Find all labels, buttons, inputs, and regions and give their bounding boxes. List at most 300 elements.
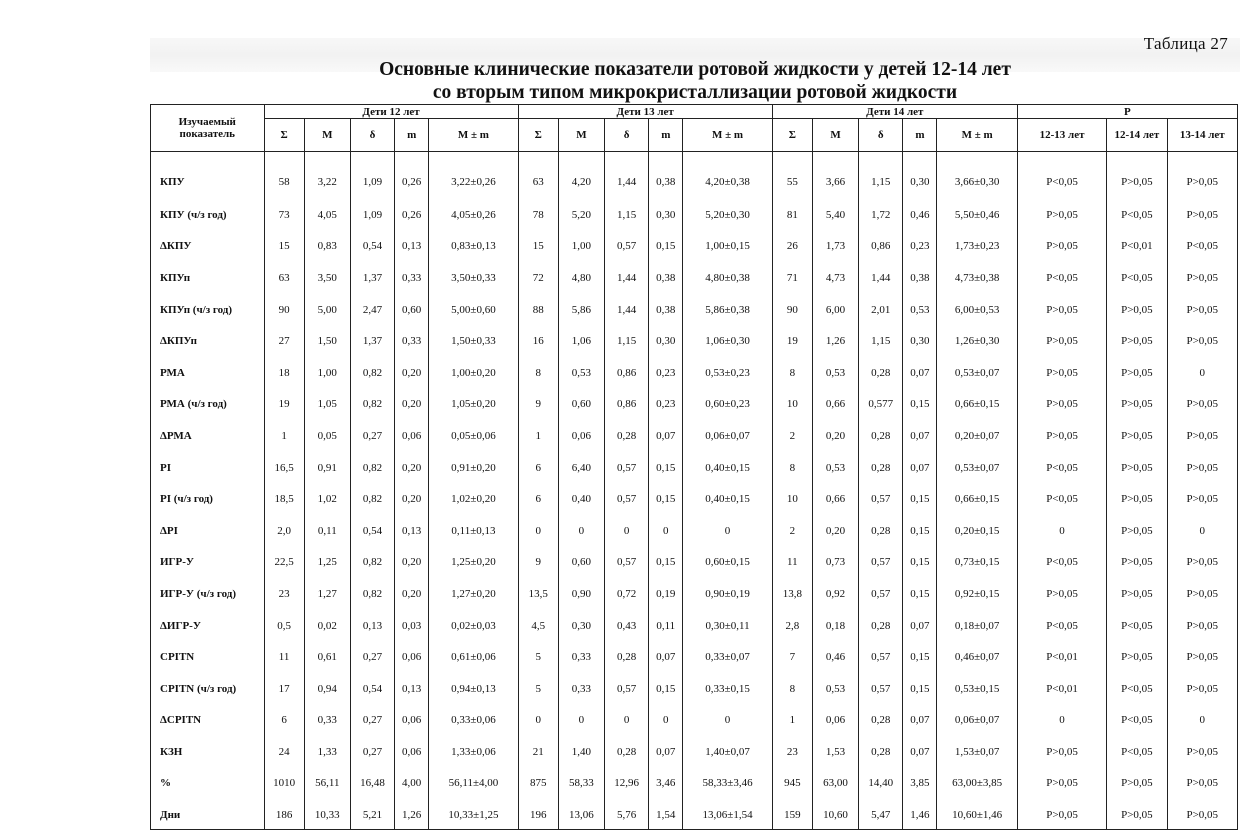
cell-12-mean-se: 0,11±0,13 (429, 513, 518, 545)
cell-13-mean-se: 0 (683, 513, 772, 545)
cell-p-12-13: P>0,05 (1017, 766, 1106, 798)
cell-13-mean: 0,60 (558, 545, 604, 577)
cell-14-sum: 10 (772, 387, 812, 419)
cell-12-sum: 6 (264, 703, 304, 735)
cell-12-sd: 1,37 (350, 323, 394, 355)
cell-p-12-14: P>0,05 (1107, 766, 1167, 798)
cell-14-sd: 0,57 (859, 671, 903, 703)
cell-13-sd: 0,72 (605, 576, 649, 608)
cell-12-mean: 1,27 (304, 576, 350, 608)
cell-12-sum: 11 (264, 639, 304, 671)
cell-12-mean: 0,05 (304, 418, 350, 450)
cell-14-se: 0,15 (903, 545, 937, 577)
cell-12-sd: 16,48 (350, 766, 394, 798)
cell-12-mean: 0,61 (304, 639, 350, 671)
table-row (151, 292, 1238, 324)
cell-14-sd: 0,57 (859, 576, 903, 608)
indicator-name: CPITN (151, 639, 265, 671)
cell-14-mean: 0,73 (812, 545, 858, 577)
cell-p-12-14: P<0,05 (1107, 197, 1167, 229)
cell-14-mean: 10,60 (812, 797, 858, 829)
cell-12-mean-se: 0,05±0,06 (429, 418, 518, 450)
cell-14-mean: 0,66 (812, 387, 858, 419)
table-row (151, 450, 1238, 482)
table-row (151, 608, 1238, 640)
cell-13-mean: 1,06 (558, 323, 604, 355)
cell-14-sum: 8 (772, 450, 812, 482)
cell-12-se: 0,13 (395, 229, 429, 261)
table-row (151, 513, 1238, 545)
col-header-mean: M (304, 119, 350, 152)
cell-13-se: 0,38 (649, 152, 683, 198)
cell-12-mean: 1,33 (304, 734, 350, 766)
cell-p-12-14: P>0,05 (1107, 323, 1167, 355)
cell-p-12-13: P<0,05 (1017, 450, 1106, 482)
table-row (151, 671, 1238, 703)
col-header-se: m (903, 119, 937, 152)
cell-12-mean-se: 10,33±1,25 (429, 797, 518, 829)
table-row (151, 260, 1238, 292)
cell-13-se: 1,54 (649, 797, 683, 829)
cell-p-12-14: P>0,05 (1107, 545, 1167, 577)
cell-13-sum: 4,5 (518, 608, 558, 640)
col-header-p-13-14: 13-14 лет (1167, 119, 1237, 152)
cell-12-mean: 1,05 (304, 387, 350, 419)
cell-p-12-13: P<0,05 (1017, 545, 1106, 577)
cell-14-se: 0,07 (903, 450, 937, 482)
cell-12-mean: 1,02 (304, 481, 350, 513)
indicator-name: КПУп (ч/з год) (151, 292, 265, 324)
cell-p-12-13: P>0,05 (1017, 797, 1106, 829)
cell-13-se: 0,23 (649, 355, 683, 387)
cell-12-sd: 0,82 (350, 576, 394, 608)
cell-13-mean: 0 (558, 513, 604, 545)
cell-13-se: 0,15 (649, 229, 683, 261)
cell-p-12-13: P<0,01 (1017, 671, 1106, 703)
cell-12-mean-se: 1,27±0,20 (429, 576, 518, 608)
indicator-name: ΔИГР-У (151, 608, 265, 640)
cell-p-13-14: P>0,05 (1167, 197, 1237, 229)
indicator-name: РМА (151, 355, 265, 387)
cell-14-mean: 0,06 (812, 703, 858, 735)
cell-12-mean: 56,11 (304, 766, 350, 798)
cell-12-mean-se: 0,61±0,06 (429, 639, 518, 671)
indicator-name: КПУп (151, 260, 265, 292)
col-header-mean-se: M ± m (429, 119, 518, 152)
cell-12-mean: 10,33 (304, 797, 350, 829)
cell-14-mean: 5,40 (812, 197, 858, 229)
cell-12-se: 0,60 (395, 292, 429, 324)
cell-12-sum: 24 (264, 734, 304, 766)
cell-p-13-14: P>0,05 (1167, 481, 1237, 513)
cell-p-12-13: P<0,05 (1017, 260, 1106, 292)
cell-p-12-13: P>0,05 (1017, 418, 1106, 450)
cell-14-sd: 1,72 (859, 197, 903, 229)
cell-13-se: 0,07 (649, 639, 683, 671)
cell-13-sd: 0,43 (605, 608, 649, 640)
cell-p-12-14: P<0,01 (1107, 229, 1167, 261)
table-row (151, 355, 1238, 387)
cell-12-mean-se: 3,22±0,26 (429, 152, 518, 198)
indicator-name: CPITN (ч/з год) (151, 671, 265, 703)
table-row (151, 545, 1238, 577)
cell-14-se: 0,07 (903, 355, 937, 387)
indicator-name: ΔCPITN (151, 703, 265, 735)
cell-13-sd: 0,28 (605, 639, 649, 671)
cell-13-sd: 0,57 (605, 450, 649, 482)
cell-14-mean-se: 4,73±0,38 (937, 260, 1017, 292)
cell-12-mean: 1,50 (304, 323, 350, 355)
table-title-line-1: Основные клинические показатели ротовой жидкости у детей 12-14 лет (379, 59, 1011, 80)
cell-13-sum: 6 (518, 481, 558, 513)
cell-14-mean-se: 0,92±0,15 (937, 576, 1017, 608)
cell-12-mean: 3,22 (304, 152, 350, 198)
indicator-name: ΔPI (151, 513, 265, 545)
cell-p-12-13: 0 (1017, 703, 1106, 735)
indicator-name: PI (ч/з год) (151, 481, 265, 513)
cell-12-sd: 1,09 (350, 152, 394, 198)
cell-14-mean: 0,46 (812, 639, 858, 671)
cell-13-mean: 13,06 (558, 797, 604, 829)
cell-13-mean-se: 1,00±0,15 (683, 229, 772, 261)
col-header-mean-se: M ± m (937, 119, 1017, 152)
cell-13-se: 0,15 (649, 481, 683, 513)
cell-p-13-14: P>0,05 (1167, 260, 1237, 292)
cell-p-12-14: P>0,05 (1107, 481, 1167, 513)
cell-p-12-13: P<0,05 (1017, 152, 1106, 198)
cell-13-mean: 0,33 (558, 671, 604, 703)
table-row (151, 418, 1238, 450)
cell-12-mean: 0,02 (304, 608, 350, 640)
cell-14-sd: 1,44 (859, 260, 903, 292)
cell-p-12-14: P<0,05 (1107, 734, 1167, 766)
cell-13-se: 0 (649, 513, 683, 545)
cell-12-sum: 27 (264, 323, 304, 355)
cell-13-sum: 196 (518, 797, 558, 829)
cell-14-mean-se: 10,60±1,46 (937, 797, 1017, 829)
cell-12-sd: 0,27 (350, 639, 394, 671)
cell-13-mean-se: 0,40±0,15 (683, 481, 772, 513)
cell-p-13-14: P>0,05 (1167, 797, 1237, 829)
table-row (151, 152, 1238, 198)
cell-14-mean-se: 0,20±0,15 (937, 513, 1017, 545)
cell-12-se: 0,03 (395, 608, 429, 640)
cell-14-se: 0,23 (903, 229, 937, 261)
cell-14-se: 0,07 (903, 734, 937, 766)
cell-p-13-14: P>0,05 (1167, 152, 1237, 198)
col-header-p-12-14: 12-14 лет (1107, 119, 1167, 152)
cell-12-se: 0,06 (395, 703, 429, 735)
cell-p-12-13: P>0,05 (1017, 229, 1106, 261)
col-header-se: m (395, 119, 429, 152)
cell-p-12-13: P>0,05 (1017, 355, 1106, 387)
cell-14-sum: 10 (772, 481, 812, 513)
cell-14-sum: 90 (772, 292, 812, 324)
cell-12-sum: 19 (264, 387, 304, 419)
cell-12-se: 0,20 (395, 576, 429, 608)
cell-12-mean-se: 1,00±0,20 (429, 355, 518, 387)
cell-12-se: 0,20 (395, 387, 429, 419)
cell-14-se: 0,38 (903, 260, 937, 292)
cell-13-sum: 6 (518, 450, 558, 482)
cell-13-mean: 5,86 (558, 292, 604, 324)
cell-14-sum: 7 (772, 639, 812, 671)
cell-12-mean: 0,33 (304, 703, 350, 735)
cell-12-se: 0,20 (395, 355, 429, 387)
cell-14-sd: 0,28 (859, 513, 903, 545)
cell-13-sd: 0,86 (605, 387, 649, 419)
cell-14-se: 0,07 (903, 608, 937, 640)
cell-p-13-14: P>0,05 (1167, 766, 1237, 798)
cell-14-sum: 2 (772, 418, 812, 450)
cell-14-sd: 0,28 (859, 608, 903, 640)
cell-13-mean: 1,40 (558, 734, 604, 766)
cell-12-sd: 0,13 (350, 608, 394, 640)
cell-p-12-13: P<0,01 (1017, 639, 1106, 671)
cell-12-se: 4,00 (395, 766, 429, 798)
cell-12-mean-se: 0,02±0,03 (429, 608, 518, 640)
cell-p-12-13: P<0,05 (1017, 608, 1106, 640)
cell-p-13-14: P>0,05 (1167, 671, 1237, 703)
cell-13-se: 0,15 (649, 671, 683, 703)
cell-14-mean: 1,53 (812, 734, 858, 766)
cell-14-se: 0,53 (903, 292, 937, 324)
table-row (151, 703, 1238, 735)
cell-12-se: 0,13 (395, 513, 429, 545)
cell-14-mean-se: 5,50±0,46 (937, 197, 1017, 229)
cell-14-mean-se: 0,06±0,07 (937, 703, 1017, 735)
cell-13-mean: 1,00 (558, 229, 604, 261)
cell-p-13-14: 0 (1167, 513, 1237, 545)
cell-p-12-14: P>0,05 (1107, 450, 1167, 482)
cell-12-mean: 5,00 (304, 292, 350, 324)
indicator-name: ΔРМА (151, 418, 265, 450)
cell-12-mean: 3,50 (304, 260, 350, 292)
cell-13-sum: 15 (518, 229, 558, 261)
cell-p-12-14: P>0,05 (1107, 387, 1167, 419)
cell-13-sum: 1 (518, 418, 558, 450)
cell-p-12-14: P<0,05 (1107, 703, 1167, 735)
cell-12-mean-se: 4,05±0,26 (429, 197, 518, 229)
cell-14-sum: 8 (772, 355, 812, 387)
cell-14-sum: 159 (772, 797, 812, 829)
cell-14-se: 0,15 (903, 481, 937, 513)
cell-13-mean: 0,40 (558, 481, 604, 513)
cell-13-mean-se: 0,33±0,07 (683, 639, 772, 671)
cell-13-mean-se: 4,20±0,38 (683, 152, 772, 198)
cell-12-mean-se: 1,33±0,06 (429, 734, 518, 766)
row-header-cell: Изучаемый показатель (151, 105, 265, 152)
cell-12-sum: 0,5 (264, 608, 304, 640)
cell-13-se: 0,23 (649, 387, 683, 419)
cell-14-sum: 8 (772, 671, 812, 703)
cell-12-mean: 0,91 (304, 450, 350, 482)
cell-13-mean-se: 0,40±0,15 (683, 450, 772, 482)
cell-12-mean-se: 0,83±0,13 (429, 229, 518, 261)
cell-13-mean: 0,33 (558, 639, 604, 671)
cell-13-sum: 88 (518, 292, 558, 324)
indicator-name: % (151, 766, 265, 798)
col-header-mean-se: M ± m (683, 119, 772, 152)
cell-p-12-14: P>0,05 (1107, 576, 1167, 608)
cell-13-mean-se: 1,06±0,30 (683, 323, 772, 355)
indicator-name: РМА (ч/з год) (151, 387, 265, 419)
cell-p-13-14: 0 (1167, 355, 1237, 387)
cell-13-sd: 12,96 (605, 766, 649, 798)
cell-12-sum: 18,5 (264, 481, 304, 513)
cell-12-se: 0,26 (395, 152, 429, 198)
indicator-name: PI (151, 450, 265, 482)
cell-12-sd: 0,54 (350, 513, 394, 545)
cell-13-sum: 16 (518, 323, 558, 355)
cell-14-mean-se: 0,53±0,07 (937, 355, 1017, 387)
cell-12-sum: 73 (264, 197, 304, 229)
cell-13-sd: 0,57 (605, 229, 649, 261)
table-row (151, 323, 1238, 355)
cell-14-mean-se: 6,00±0,53 (937, 292, 1017, 324)
cell-12-se: 0,06 (395, 734, 429, 766)
cell-14-mean-se: 0,66±0,15 (937, 481, 1017, 513)
cell-13-mean-se: 5,86±0,38 (683, 292, 772, 324)
cell-p-12-13: P>0,05 (1017, 576, 1106, 608)
indicator-name: ΔКПУп (151, 323, 265, 355)
indicator-name: ΔКПУ (151, 229, 265, 261)
table-row (151, 797, 1238, 829)
cell-12-se: 0,20 (395, 545, 429, 577)
cell-13-mean-se: 0,60±0,23 (683, 387, 772, 419)
cell-14-se: 0,46 (903, 197, 937, 229)
cell-14-mean: 0,18 (812, 608, 858, 640)
cell-12-sum: 1 (264, 418, 304, 450)
cell-13-sum: 72 (518, 260, 558, 292)
cell-13-sum: 0 (518, 703, 558, 735)
cell-12-mean: 4,05 (304, 197, 350, 229)
cell-p-13-14: P>0,05 (1167, 450, 1237, 482)
cell-12-sd: 2,47 (350, 292, 394, 324)
cell-14-mean-se: 3,66±0,30 (937, 152, 1017, 198)
cell-14-sum: 945 (772, 766, 812, 798)
table-row (151, 734, 1238, 766)
cell-14-sd: 0,28 (859, 418, 903, 450)
cell-p-12-13: P>0,05 (1017, 734, 1106, 766)
cell-12-sd: 1,09 (350, 197, 394, 229)
table-body (151, 152, 1238, 830)
cell-12-sd: 0,27 (350, 418, 394, 450)
cell-14-sum: 23 (772, 734, 812, 766)
cell-13-mean: 0,90 (558, 576, 604, 608)
cell-13-sum: 13,5 (518, 576, 558, 608)
cell-13-mean: 4,20 (558, 152, 604, 198)
cell-13-sd: 0,86 (605, 355, 649, 387)
cell-13-se: 0,30 (649, 323, 683, 355)
cell-14-sd: 0,57 (859, 545, 903, 577)
cell-14-sd: 0,28 (859, 734, 903, 766)
cell-13-mean-se: 1,40±0,07 (683, 734, 772, 766)
cell-13-sd: 0,28 (605, 734, 649, 766)
cell-12-mean-se: 1,50±0,33 (429, 323, 518, 355)
cell-14-mean: 4,73 (812, 260, 858, 292)
table-row (151, 387, 1238, 419)
table-row (151, 639, 1238, 671)
cell-12-sd: 0,54 (350, 229, 394, 261)
cell-p-12-14: P>0,05 (1107, 513, 1167, 545)
group-header-12: Дети 12 лет (264, 105, 518, 119)
col-header-se: m (649, 119, 683, 152)
cell-14-se: 0,15 (903, 671, 937, 703)
cell-13-se: 0,38 (649, 292, 683, 324)
cell-14-sum: 71 (772, 260, 812, 292)
cell-14-sum: 1 (772, 703, 812, 735)
group-header-p: P (1017, 105, 1237, 119)
cell-14-sd: 0,86 (859, 229, 903, 261)
cell-13-se: 0,15 (649, 545, 683, 577)
cell-13-mean: 58,33 (558, 766, 604, 798)
cell-13-se: 0,30 (649, 197, 683, 229)
cell-14-mean: 6,00 (812, 292, 858, 324)
cell-14-mean-se: 0,20±0,07 (937, 418, 1017, 450)
cell-14-mean-se: 0,73±0,15 (937, 545, 1017, 577)
cell-12-se: 0,13 (395, 671, 429, 703)
cell-14-se: 0,07 (903, 418, 937, 450)
cell-13-mean: 0 (558, 703, 604, 735)
cell-p-13-14: P>0,05 (1167, 734, 1237, 766)
cell-13-mean: 0,06 (558, 418, 604, 450)
cell-13-sum: 78 (518, 197, 558, 229)
cell-12-sum: 17 (264, 671, 304, 703)
cell-12-se: 0,33 (395, 323, 429, 355)
cell-12-mean-se: 3,50±0,33 (429, 260, 518, 292)
cell-13-se: 0,15 (649, 450, 683, 482)
cell-p-13-14: P>0,05 (1167, 639, 1237, 671)
cell-14-se: 3,85 (903, 766, 937, 798)
cell-12-sum: 2,0 (264, 513, 304, 545)
cell-13-mean-se: 0,33±0,15 (683, 671, 772, 703)
cell-p-12-14: P>0,05 (1107, 418, 1167, 450)
col-header-sum: Σ (772, 119, 812, 152)
cell-14-sum: 2 (772, 513, 812, 545)
cell-12-sd: 1,37 (350, 260, 394, 292)
cell-13-sum: 8 (518, 355, 558, 387)
cell-13-sum: 9 (518, 545, 558, 577)
cell-14-sum: 2,8 (772, 608, 812, 640)
cell-14-sd: 0,28 (859, 450, 903, 482)
table-row (151, 197, 1238, 229)
cell-12-se: 0,20 (395, 450, 429, 482)
cell-p-12-14: P<0,05 (1107, 671, 1167, 703)
cell-12-mean-se: 1,02±0,20 (429, 481, 518, 513)
cell-12-sd: 0,82 (350, 545, 394, 577)
cell-13-sd: 1,15 (605, 197, 649, 229)
group-header-13: Дети 13 лет (518, 105, 772, 119)
cell-13-se: 0 (649, 703, 683, 735)
cell-14-se: 1,46 (903, 797, 937, 829)
cell-12-sum: 23 (264, 576, 304, 608)
indicator-name: ИГР-У (151, 545, 265, 577)
cell-13-se: 0,19 (649, 576, 683, 608)
cell-12-mean: 1,00 (304, 355, 350, 387)
cell-14-sd: 0,57 (859, 639, 903, 671)
cell-13-mean: 4,80 (558, 260, 604, 292)
cell-14-sum: 26 (772, 229, 812, 261)
cell-12-sum: 1010 (264, 766, 304, 798)
cell-14-mean: 1,26 (812, 323, 858, 355)
cell-12-mean-se: 5,00±0,60 (429, 292, 518, 324)
table-row (151, 229, 1238, 261)
indicator-name: КПУ (ч/з год) (151, 197, 265, 229)
table-title-line-2: со вторым типом микрокристаллизации ротовой жидкости (432, 82, 958, 103)
cell-13-sd: 0 (605, 703, 649, 735)
col-header-sd: δ (605, 119, 649, 152)
